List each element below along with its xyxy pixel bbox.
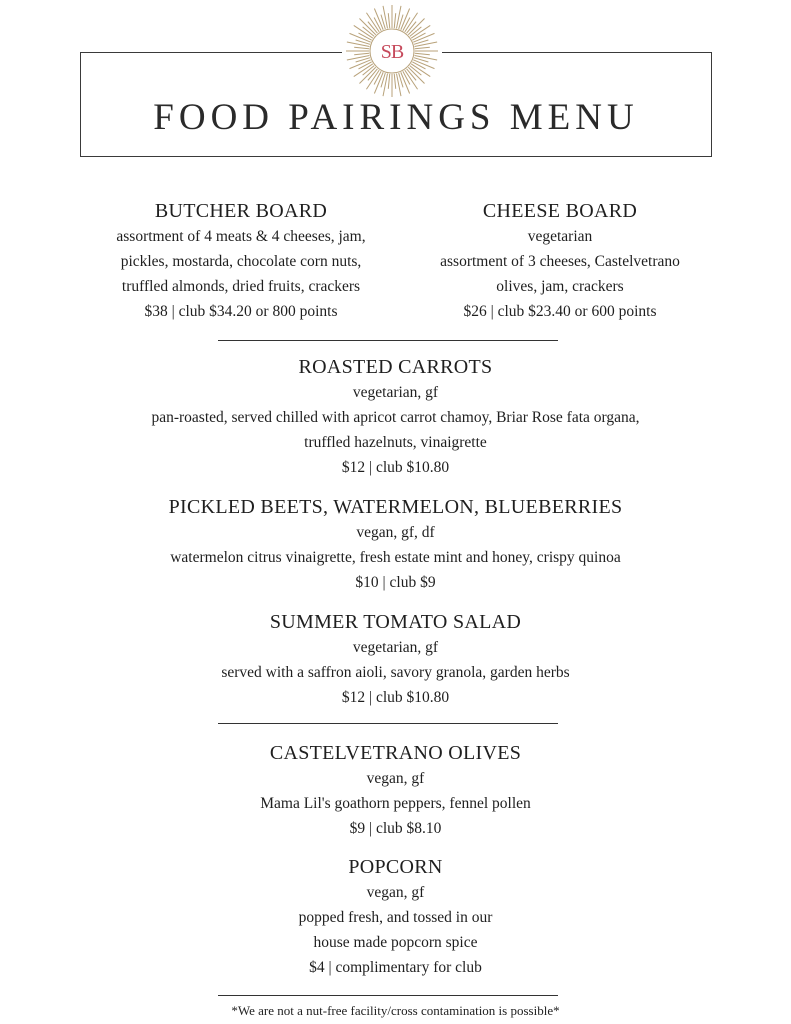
item-description: truffled hazelnuts, vinaigrette [304, 434, 487, 451]
sunburst-ray [388, 74, 389, 89]
item-description: assortment of 3 cheeses, Castelvetrano [440, 253, 680, 270]
item-tags: vegetarian, gf [352, 639, 439, 656]
item-description: Mama Lil's goathorn peppers, fennel pollen [260, 795, 531, 812]
item-description: olives, jam, crackers [496, 278, 624, 295]
item-tags: vegan, gf [366, 770, 425, 787]
item-description: served with a saffron aioli, savory granola, garden herbs [221, 664, 570, 681]
item-tags: vegetarian, gf [352, 384, 439, 401]
divider [218, 723, 558, 724]
sunburst-ray [408, 18, 424, 34]
item-price: $9 | club $8.10 [349, 820, 442, 837]
item-name: CASTELVETRANO OLIVES [269, 742, 522, 764]
item-name: BUTCHER BOARD [154, 200, 328, 222]
item-description: pan-roasted, served chilled with apricot carrot chamoy, Briar Rose fata organa, [151, 409, 640, 426]
item-price: $10 | club $9 [355, 574, 436, 591]
item-description: house made popcorn spice [313, 934, 478, 951]
item-name: PICKLED BEETS, WATERMELON, BLUEBERRIES [168, 496, 623, 518]
page-title: FOOD PAIRINGS MENU [153, 97, 639, 138]
divider [218, 340, 558, 341]
menu-item-olives [60, 740, 731, 841]
item-price: $12 | club $10.80 [341, 689, 450, 706]
item-name: SUMMER TOMATO SALAD [269, 611, 522, 633]
menu-item-roasted-carrots [60, 354, 731, 480]
item-description: truffled almonds, dried fruits, crackers [121, 278, 361, 295]
logo-monogram: SB [380, 41, 404, 63]
logo [342, 5, 442, 105]
item-price: $4 | complimentary for club [309, 959, 482, 976]
menu-item-popcorn [60, 854, 731, 980]
divider [218, 995, 558, 996]
sunburst-ray [394, 74, 395, 89]
sunburst-ray [359, 67, 375, 83]
item-description: pickles, mostarda, chocolate corn nuts, [120, 253, 362, 270]
item-name: ROASTED CARROTS [298, 356, 493, 378]
item-description: watermelon citrus vinaigrette, fresh estate mint and honey, crispy quinoa [170, 549, 621, 566]
sunburst-ray [388, 13, 389, 28]
item-description: assortment of 4 meats & 4 cheeses, jam, [116, 228, 366, 245]
item-price: $26 | club $23.40 or 600 points [463, 303, 657, 320]
item-price: $38 | club $34.20 or 800 points [144, 303, 338, 320]
item-description: popped fresh, and tossed in our [298, 909, 493, 926]
allergy-disclaimer: *We are not a nut-free facility/cross contamination is possible* [231, 1003, 560, 1018]
item-name: POPCORN [348, 856, 443, 878]
menu-item-butcher-board [86, 198, 396, 324]
menu-item-cheese-board [410, 198, 710, 324]
menu-item-tomato-salad [60, 609, 731, 710]
sunburst-ray [359, 18, 375, 34]
item-tags: vegan, gf, df [356, 524, 435, 541]
item-price: $12 | club $10.80 [341, 459, 450, 476]
menu-item-pickled-beets [60, 494, 731, 595]
sunburst-ray [394, 13, 395, 28]
item-name: CHEESE BOARD [482, 200, 638, 222]
item-tags: vegan, gf [366, 884, 425, 901]
sunburst-ray [408, 67, 424, 83]
item-tags: vegetarian [527, 228, 593, 245]
